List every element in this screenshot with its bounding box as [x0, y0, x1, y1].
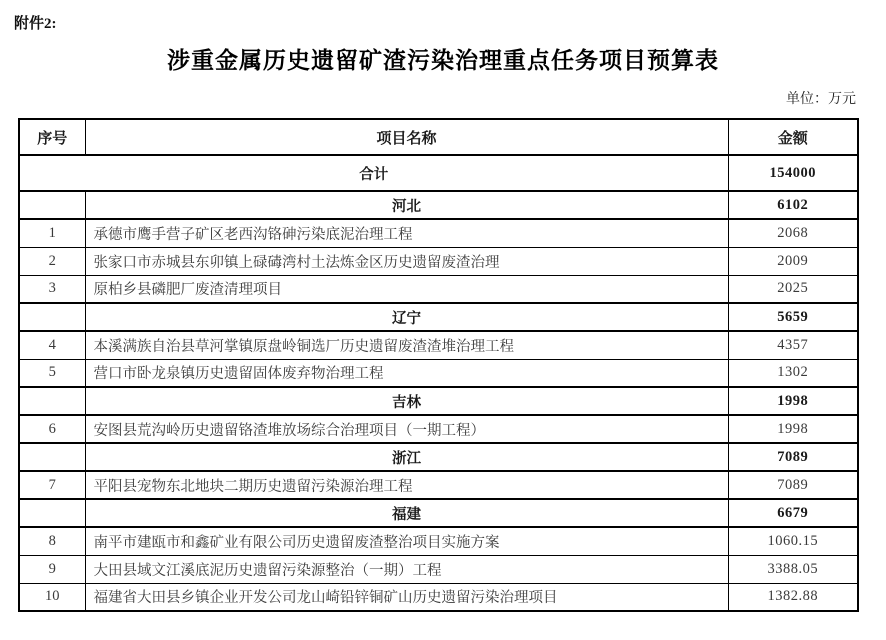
project-name: 承德市鹰手营子矿区老西沟铬砷污染底泥治理工程 [85, 219, 728, 247]
table-row [19, 331, 858, 359]
table-row [19, 471, 858, 499]
row-no: 5 [19, 359, 85, 387]
row-no: 3 [19, 275, 85, 303]
total-row [19, 155, 858, 191]
row-no: 8 [19, 527, 85, 555]
row-amount: 7089 [728, 443, 858, 471]
table-row [19, 247, 858, 275]
column-header-name: 项目名称 [85, 119, 728, 155]
table-row [19, 275, 858, 303]
province-name: 辽宁 [85, 303, 728, 331]
table-header-row [19, 119, 858, 155]
table-row [19, 527, 858, 555]
row-no: 6 [19, 415, 85, 443]
project-name: 本溪满族自治县草河掌镇原盘岭铜选厂历史遗留废渣渣堆治理工程 [85, 331, 728, 359]
table-row [19, 415, 858, 443]
table-row [19, 387, 858, 415]
table-row [19, 443, 858, 471]
column-header-amount: 金额 [728, 119, 858, 155]
table-row [19, 219, 858, 247]
row-amount: 5659 [728, 303, 858, 331]
row-amount: 1382.88 [728, 583, 858, 611]
province-name: 吉林 [85, 387, 728, 415]
row-amount: 6102 [728, 191, 858, 219]
project-name: 营口市卧龙泉镇历史遗留固体废弃物治理工程 [85, 359, 728, 387]
project-name: 原柏乡县磷肥厂废渣清理项目 [85, 275, 728, 303]
total-amount: 154000 [728, 155, 858, 191]
row-no: 7 [19, 471, 85, 499]
project-name: 大田县域文江溪底泥历史遗留污染源整治（一期）工程 [85, 555, 728, 583]
table-row [19, 583, 858, 611]
row-amount: 2068 [728, 219, 858, 247]
row-no: 9 [19, 555, 85, 583]
row-amount: 1998 [728, 387, 858, 415]
row-amount: 4357 [728, 331, 858, 359]
row-amount: 7089 [728, 471, 858, 499]
row-amount: 1998 [728, 415, 858, 443]
project-name: 南平市建瓯市和鑫矿业有限公司历史遗留废渣整治项目实施方案 [85, 527, 728, 555]
row-no: 4 [19, 331, 85, 359]
total-label: 合计 [19, 155, 728, 191]
table-row [19, 499, 858, 527]
project-name: 安图县荒沟岭历史遗留铬渣堆放场综合治理项目（一期工程） [85, 415, 728, 443]
unit-note: 单位：万元 [786, 92, 856, 107]
table-row [19, 359, 858, 387]
project-name: 张家口市赤城县东卯镇上碌碡湾村土法炼金区历史遗留废渣治理 [85, 247, 728, 275]
budget-table [18, 118, 859, 612]
row-amount: 3388.05 [728, 555, 858, 583]
row-no [19, 191, 85, 219]
project-name: 福建省大田县乡镇企业开发公司龙山崎铅锌铜矿山历史遗留污染治理项目 [85, 583, 728, 611]
table-row [19, 555, 858, 583]
row-no: 1 [19, 219, 85, 247]
province-name: 河北 [85, 191, 728, 219]
row-amount: 2009 [728, 247, 858, 275]
document-title: 涉重金属历史遗留矿渣污染治理重点任务项目预算表 [167, 48, 719, 73]
table-row [19, 303, 858, 331]
province-name: 福建 [85, 499, 728, 527]
column-header-no: 序号 [19, 119, 85, 155]
row-no: 2 [19, 247, 85, 275]
row-no [19, 499, 85, 527]
row-no [19, 443, 85, 471]
row-no [19, 303, 85, 331]
project-name: 平阳县宠物东北地块二期历史遗留污染源治理工程 [85, 471, 728, 499]
table-row [19, 191, 858, 219]
row-no [19, 387, 85, 415]
row-amount: 1060.15 [728, 527, 858, 555]
row-amount: 1302 [728, 359, 858, 387]
province-name: 浙江 [85, 443, 728, 471]
attachment-label: 附件2: [14, 16, 57, 32]
row-no: 10 [19, 583, 85, 611]
row-amount: 2025 [728, 275, 858, 303]
row-amount: 6679 [728, 499, 858, 527]
